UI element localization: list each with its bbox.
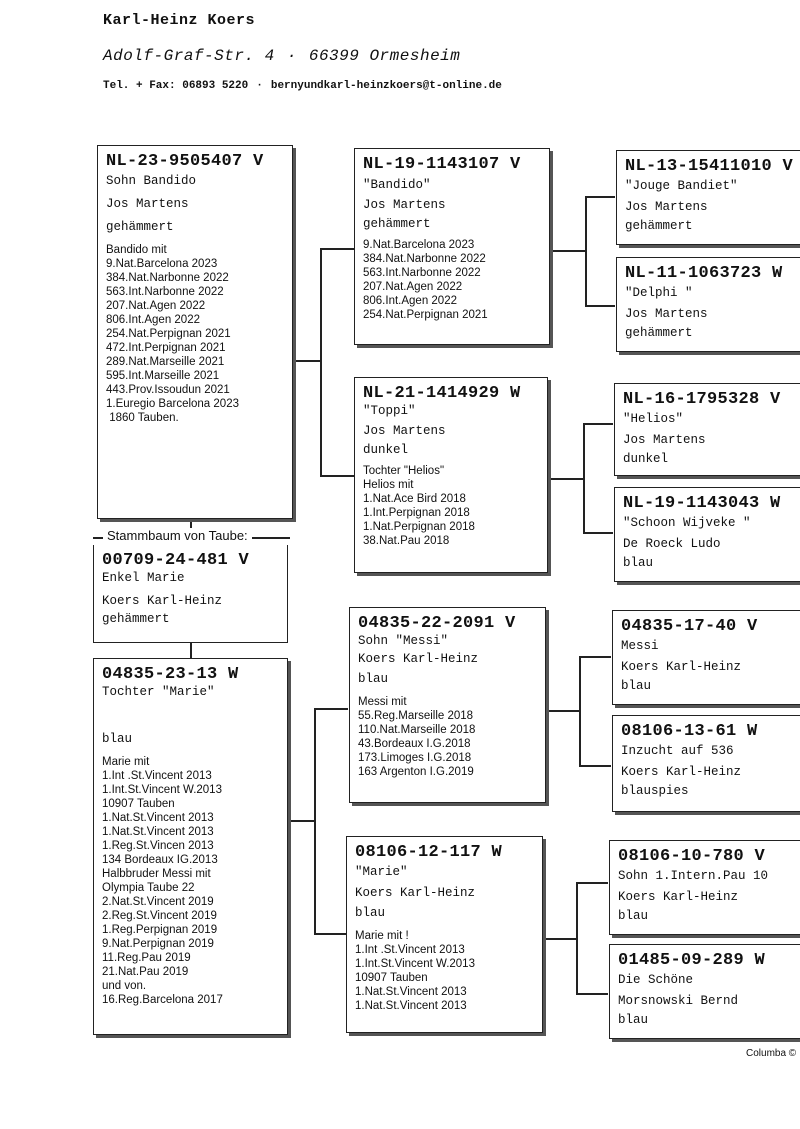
performance-line: 173.Limoges I.G.2018 [358,752,472,764]
connector-line [579,656,611,658]
pedigree-box-sire-dam [354,377,548,573]
pigeon-name: Inzucht auf 536 [621,744,734,758]
performance-line: 1.Int .St.Vincent 2013 [102,770,212,782]
breeder: De Roeck Ludo [623,537,721,551]
plumage-color: blau [618,909,649,923]
performance-line: 1.Nat.Ace Bird 2018 [363,493,466,505]
pigeon-name: Sohn Bandido [106,174,197,188]
connector-line [320,248,322,476]
breeder: Jos Martens [623,433,706,447]
performance-line: 806.Int.Agen 2022 [363,295,457,307]
ring-number: NL-21-1414929 W [363,384,521,403]
owner-name: Karl-Heinz Koers [103,12,256,29]
performance-line: 1.Nat.St.Vincent 2013 [102,826,214,838]
ring-number: NL-23-9505407 V [106,152,264,171]
performance-line: Helios mit [363,479,414,491]
breeder: Koers Karl-Heinz [358,652,479,666]
performance-line: 110.Nat.Marseille 2018 [358,724,476,736]
breeder: Morsnowski Bernd [618,994,739,1008]
pigeon-name: Die Schöne [618,973,694,987]
connector-line [576,882,578,994]
breeder: Koers Karl-Heinz [618,890,739,904]
performance-line: 16.Reg.Barcelona 2017 [102,994,223,1006]
connector-line [314,933,348,935]
performance-list [363,464,540,548]
contact-line [103,80,502,92]
pedigree-box-mmf [609,840,800,935]
pigeon-name: Messi [621,639,659,653]
performance-line: 1.Nat.Perpignan 2018 [363,521,475,533]
email: bernyundkarl-heinzkoers@t-online.de [270,80,502,92]
connector-line [550,250,586,252]
performance-line: Halbbruder Messi mit [102,868,211,880]
pedigree-box-mother [93,658,288,1035]
plumage-color: gehämmert [625,219,693,233]
connector-line [585,196,587,306]
pigeon-name: "Schoon Wijveke " [623,516,751,530]
pedigree-box-mmm [609,944,800,1039]
plumage-color: gehämmert [102,612,170,626]
pigeon-name: "Bandido" [363,178,431,192]
ring-number: 04835-23-13 W [102,665,239,684]
performance-line: 134 Bordeaux IG.2013 [102,854,218,866]
connector-line [576,993,608,995]
performance-line: Messi mit [358,696,407,708]
pigeon-name: "Helios" [623,412,684,426]
performance-line: 10907 Tauben [102,798,175,810]
performance-list [355,929,535,1013]
plumage-color: blau [358,672,389,686]
connector-line [585,305,615,307]
performance-line: 9.Nat.Barcelona 2023 [363,239,475,251]
plumage-color: blau [623,556,654,570]
pigeon-name: Tochter "Marie" [102,685,215,699]
breeder: Jos Martens [363,198,446,212]
breeder: Koers Karl-Heinz [621,765,742,779]
performance-line: 806.Int.Agen 2022 [106,314,200,326]
performance-line: 38.Nat.Pau 2018 [363,535,450,547]
performance-line: 55.Reg.Marseille 2018 [358,710,474,722]
pigeon-name: Sohn 1.Intern.Pau 10 [618,869,769,883]
pedigree-box-ffm [616,257,800,352]
connector-line [314,708,348,710]
performance-line: 1.Nat.St.Vincent 2013 [355,986,467,998]
performance-line: 1.Int .St.Vincent 2013 [355,944,465,956]
performance-line: Olympia Taube 22 [102,882,195,894]
pedigree-box-mfm [612,715,800,812]
performance-line: 207.Nat.Agen 2022 [106,300,206,312]
performance-line: 1.Reg.St.Vincen 2013 [102,840,214,852]
performance-line: 9.Nat.Perpignan 2019 [102,938,214,950]
performance-line: 254.Nat.Perpignan 2021 [363,309,488,321]
performance-line: Marie mit [102,756,150,768]
pigeon-name: Enkel Marie [102,571,185,585]
ring-number: 00709-24-481 V [102,551,250,570]
performance-line: 1.Reg.Perpignan 2019 [102,924,218,936]
performance-line: 11.Reg.Pau 2019 [102,952,191,964]
plumage-color: blau [618,1013,649,1027]
performance-line: 1.Euregio Barcelona 2023 [106,398,239,410]
connector-line [576,882,608,884]
pedigree-box-father [97,145,293,519]
city: 66399 Ormesheim [308,47,461,65]
connector-line [293,360,321,362]
performance-line: 384.Nat.Narbonne 2022 [363,253,486,265]
performance-line: 1.Nat.St.Vincent 2013 [355,1000,467,1012]
connector-line [583,423,613,425]
performance-line: und von. [102,980,147,992]
performance-line: 10907 Tauben [355,972,428,984]
breeder: Koers Karl-Heinz [621,660,742,674]
plumage-color: blau [621,679,652,693]
performance-line: 1860 Tauben. [106,412,179,424]
pedigree-box-mff [612,610,800,705]
performance-line: Marie mit ! [355,930,409,942]
performance-line: 563.Int.Narbonne 2022 [363,267,481,279]
performance-line: 2.Nat.St.Vincent 2019 [102,896,214,908]
pedigree-box-dam-sire [349,607,546,803]
ring-number: 01485-09-289 W [618,951,766,970]
pigeon-name: "Delphi " [625,286,693,300]
performance-line: 563.Int.Narbonne 2022 [106,286,224,298]
footer-copyright: Columba © [746,1048,797,1059]
ring-number: 08106-12-117 W [355,843,503,862]
connector-line [579,656,581,766]
pedigree-box-fff [616,150,800,245]
performance-line: Tochter "Helios" [363,465,445,477]
pedigree-box-fmm [614,487,800,582]
connector-line [546,710,580,712]
connector-line [190,643,192,658]
plumage-color: blauspies [621,784,689,798]
connector-line [585,196,615,198]
pigeon-name: "Marie" [355,865,408,879]
connector-line [314,708,316,934]
performance-line: 595.Int.Marseille 2021 [106,370,220,382]
plumage-color: gehämmert [106,220,174,234]
performance-line: 472.Int.Perpignan 2021 [106,342,226,354]
performance-line: 443.Prov.Issoudun 2021 [106,384,230,396]
pigeon-name: "Toppi" [363,404,416,418]
performance-list [358,695,538,779]
pedigree-box-subject [93,545,288,643]
connector-line [288,820,315,822]
plumage-color: gehämmert [625,326,693,340]
street: Adolf-Graf-Str. 4 [103,47,275,65]
ring-number: 04835-17-40 V [621,617,758,636]
pedigree-box-fmf [614,383,800,476]
connector-line [543,938,577,940]
performance-line: 1.Nat.St.Vincent 2013 [102,812,214,824]
ring-number: 08106-10-780 V [618,847,766,866]
performance-line: Bandido mit [106,244,167,256]
plumage-color: dunkel [623,452,669,466]
breeder: Koers Karl-Heinz [102,594,223,608]
plumage-color: blau [355,906,386,920]
ring-number: 08106-13-61 W [621,722,758,741]
connector-line [548,478,584,480]
pedigree-caption: Stammbaum von Taube: [103,528,252,543]
performance-line: 1.Int.Perpignan 2018 [363,507,470,519]
breeder: Jos Martens [106,197,189,211]
plumage-color: dunkel [363,443,409,457]
performance-line: 43.Bordeaux I.G.2018 [358,738,471,750]
performance-line: 254.Nat.Perpignan 2021 [106,328,231,340]
breeder: Jos Martens [625,200,708,214]
ring-number: NL-13-15411010 V [625,157,794,176]
connector-line [320,475,354,477]
pedigree-box-sire-sire [354,148,550,345]
plumage-color: blau [102,732,133,746]
performance-line: 21.Nat.Pau 2019 [102,966,189,978]
performance-list [106,243,285,425]
performance-line: 1.Int.St.Vincent W.2013 [102,784,222,796]
phone-fax: Tel. + Fax: 06893 5220 [103,80,249,92]
owner-address [103,47,460,65]
plumage-color: gehämmert [363,217,431,231]
ring-number: NL-16-1795328 V [623,390,781,409]
ring-number: NL-19-1143043 W [623,494,781,513]
breeder: Jos Martens [363,424,446,438]
performance-list [102,755,280,1007]
breeder: Koers Karl-Heinz [355,886,476,900]
ring-number: 04835-22-2091 V [358,614,516,633]
performance-line: 9.Nat.Barcelona 2023 [106,258,218,270]
ring-number: NL-19-1143107 V [363,155,521,174]
pigeon-name: Sohn "Messi" [358,634,449,648]
connector-line [320,248,354,250]
pigeon-name: "Jouge Bandiet" [625,179,738,193]
connector-line [579,765,611,767]
ring-number: NL-11-1063723 W [625,264,783,283]
performance-line: 207.Nat.Agen 2022 [363,281,463,293]
connector-line [583,423,585,533]
performance-line: 384.Nat.Narbonne 2022 [106,272,229,284]
performance-list [363,238,542,322]
performance-line: 2.Reg.St.Vincent 2019 [102,910,217,922]
performance-line: 163 Argenton I.G.2019 [358,766,474,778]
separator: · [256,80,263,92]
breeder: Jos Martens [625,307,708,321]
performance-line: 289.Nat.Marseille 2021 [106,356,225,368]
performance-line: 1.Int.St.Vincent W.2013 [355,958,475,970]
pedigree-box-dam-dam [346,836,543,1033]
connector-line [583,532,613,534]
separator: · [286,47,297,65]
